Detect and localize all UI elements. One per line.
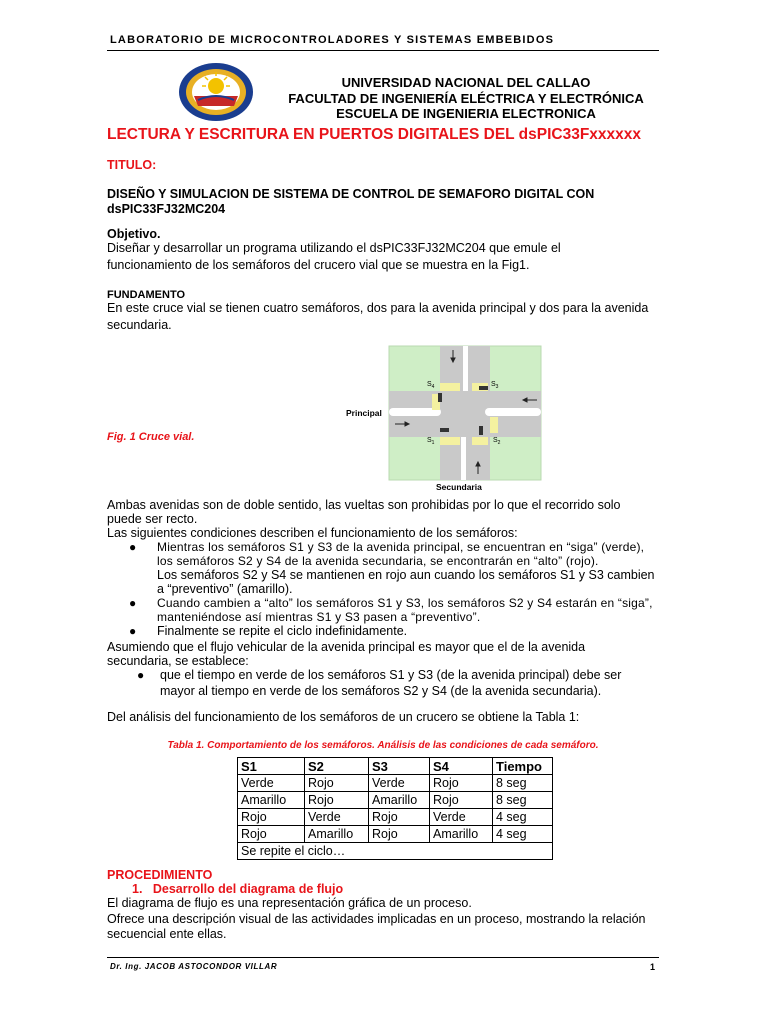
- island-bottom: [461, 437, 466, 480]
- fundamento-heading: FUNDAMENTO: [107, 289, 186, 301]
- table-cell: Se repite el ciclo…: [238, 843, 553, 860]
- table-cell: 8 seg: [493, 775, 553, 792]
- table-cell: Rojo: [430, 792, 493, 809]
- column-header: Tiempo: [493, 758, 553, 775]
- objetivo-line: Diseñar y desarrollar un programa utilizando el dsPIC33FJ32MC204 que emule el: [107, 241, 561, 255]
- bullet-icon: ●: [137, 668, 145, 682]
- paragraph-line: Las siguientes condiciones describen el funcionamiento de los semáforos:: [107, 526, 518, 540]
- signal-label-s1: $S_1$: [427, 437, 435, 446]
- crossroad-figure: [343, 342, 543, 495]
- paragraph-line: puede ser recto.: [107, 512, 198, 526]
- column-header: S4: [430, 758, 493, 775]
- objetivo-text: [107, 240, 667, 273]
- table-cell: Verde: [369, 775, 430, 792]
- table-row: [238, 792, 553, 809]
- table-cell: 8 seg: [493, 792, 553, 809]
- footer-rule: [107, 957, 659, 958]
- conditions-list: [107, 540, 659, 638]
- objetivo-heading: Objetivo.: [107, 227, 161, 241]
- procedimiento-text: [107, 896, 667, 943]
- procedimiento-line: Ofrece una descripción visual de las actividades implicadas en un proceso, mostrando la relación: [107, 911, 646, 926]
- table-cell: Rojo: [369, 826, 430, 843]
- header-rule: [107, 50, 659, 51]
- paragraph-1: [107, 498, 659, 540]
- table-cell: Amarillo: [305, 826, 369, 843]
- flow-list: [107, 668, 659, 699]
- table-caption: Tabla 1. Comportamiento de los semáforos. Análisis de las condiciones de cada semáforo.: [167, 740, 599, 751]
- table-footer-row: [238, 843, 553, 860]
- list-item: ● Cuando cambien a “alto” los semáforos S1 y S3, los semáforos S2 y S4 estarán en “siga”, manteniéndose así mientras S1 y S3 pasen a “preventivo”.: [129, 596, 653, 624]
- bullet-icon: ●: [129, 540, 137, 554]
- column-header: S2: [305, 758, 369, 775]
- table-row: [238, 809, 553, 826]
- procedimiento-heading: PROCEDIMIENTO: [107, 868, 213, 882]
- table-cell: Rojo: [305, 775, 369, 792]
- list-item: ● que el tiempo en verde de los semáforos S1 y S3 (de la avenida principal) debe ser mayor al tiempo en verde de los semáforos S2 y S4 (de la avenida secundaria).: [137, 668, 622, 698]
- fundamento-line: secundaria.: [107, 317, 172, 332]
- procedimiento-line: secuencial ente ellas.: [107, 927, 227, 941]
- table-cell: Amarillo: [238, 792, 305, 809]
- signal-label-s3: $S_3$: [491, 381, 499, 390]
- table-cell: 4 seg: [493, 809, 553, 826]
- island-top: [463, 346, 468, 391]
- paragraph-4: Del análisis del funcionamiento de los semáforos de un crucero se obtiene la Tabla 1:: [107, 710, 580, 724]
- paragraph-line: Asumiendo que el flujo vehicular de la avenida principal es mayor que el de la avenida: [107, 640, 586, 654]
- island-right: [485, 408, 541, 416]
- table-cell: Rojo: [305, 792, 369, 809]
- running-header: LABORATORIO DE MICROCONTROLADORES Y SISTEMAS EMBEBIDOS: [110, 34, 555, 46]
- paragraph-line: secundaria, se establece:: [107, 654, 249, 668]
- column-header: S1: [238, 758, 305, 775]
- table-cell: Rojo: [238, 809, 305, 826]
- objetivo-line: funcionamiento de los semáforos del crucero vial que se muestra en la Fig1.: [107, 257, 530, 272]
- university-name: UNIVERSIDAD NACIONAL DEL CALLAO: [341, 75, 591, 90]
- paragraph-line: Ambas avenidas son de doble sentido, las vueltas son prohibidas por lo que el recorrido solo: [107, 498, 621, 512]
- table-cell: Rojo: [238, 826, 305, 843]
- page-number: 1: [650, 962, 656, 972]
- titulo-label: TITULO:: [107, 158, 157, 172]
- footer-author: Dr. Ing. JACOB ASTOCONDOR VILLAR: [110, 962, 278, 971]
- paragraph-3: [107, 640, 659, 668]
- school-name: ESCUELA DE INGENIERIA ELECTRONICA: [336, 106, 596, 121]
- signal-label-s4: $S_4$: [427, 381, 435, 390]
- procedimiento-subheading: 1. Desarrollo del diagrama de flujo: [132, 882, 344, 896]
- list-item: ● Finalmente se repite el ciclo indefinidamente.: [129, 624, 408, 638]
- label-secundaria: Secundaria: [436, 482, 482, 492]
- procedimiento-line: El diagrama de flujo es una representación gráfica de un proceso.: [107, 896, 472, 910]
- bullet-icon: ●: [129, 624, 137, 638]
- table-cell: Rojo: [369, 809, 430, 826]
- project-title-line: DISEÑO Y SIMULACION DE SISTEMA DE CONTROL DE SEMAFORO DIGITAL CON: [107, 187, 595, 201]
- table-cell: Rojo: [430, 775, 493, 792]
- table-cell: Verde: [430, 809, 493, 826]
- table-cell: Amarillo: [430, 826, 493, 843]
- document-title: LECTURA Y ESCRITURA EN PUERTOS DIGITALES DEL dsPIC33Fxxxxxx: [107, 126, 642, 143]
- signal-label-s2: $S_2$: [493, 437, 501, 446]
- table-cell: Amarillo: [369, 792, 430, 809]
- table-cell: 4 seg: [493, 826, 553, 843]
- project-title-line: dsPIC33FJ32MC204: [107, 201, 226, 216]
- semaphore-table: [237, 757, 553, 860]
- label-principal: Principal: [346, 408, 382, 418]
- fundamento-text: [107, 300, 667, 333]
- bullet-icon: ●: [129, 596, 137, 610]
- faculty-name: FACULTAD DE INGENIERÍA ELÉCTRICA Y ELECTRÓNICA: [288, 90, 644, 106]
- table-cell: Verde: [305, 809, 369, 826]
- table-cell: Verde: [238, 775, 305, 792]
- column-header: S3: [369, 758, 430, 775]
- table-row: [238, 775, 553, 792]
- figure-caption: Fig. 1 Cruce vial.: [107, 431, 195, 443]
- fundamento-line: En este cruce vial se tienen cuatro semáforos, dos para la avenida principal y dos para la avenida: [107, 301, 649, 315]
- table-header-row: [238, 758, 553, 775]
- list-item: ● Mientras los semáforos S1 y S3 de la avenida principal, se encuentran en “siga” (verde), los semáforos S2 y S4 de la avenida secundaria, se encontrarán en “alto” (rojo). Los semáforos S2 y S4 se mantienen en rojo aun cuando los semáforos S1 y S3 cambien a “preventivo” (amarillo).: [129, 540, 655, 596]
- project-title: [107, 187, 667, 216]
- university-logo: [178, 62, 254, 122]
- table-row: [238, 826, 553, 843]
- university-block: [258, 75, 674, 122]
